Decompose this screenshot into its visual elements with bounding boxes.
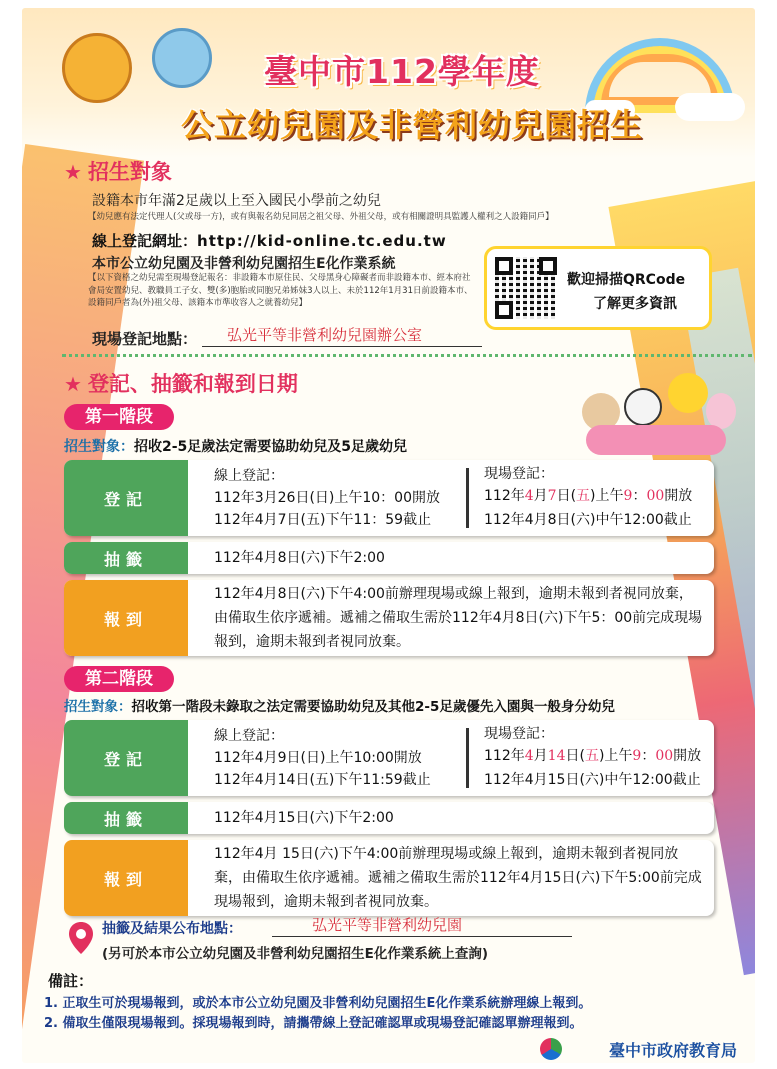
- date-text: ：: [641, 748, 656, 764]
- date-text: 月: [533, 748, 548, 764]
- divider: [466, 468, 469, 528]
- onsite-register-end: 112年4月8日(六)中午12:00截止: [484, 512, 692, 528]
- results-note: (另可於本市公立幼兒園及非營利幼兒園招生E化作業系統上查詢): [102, 946, 489, 962]
- note-item: 2. 備取生僅限現場報到。採現場報到時，請攜帶線上登記確認單或現場登記確認單辦理報到。: [44, 1016, 583, 1031]
- report-text: 112年4月 15日(六)下午4:00前辦理現場或線上報到，逾期未報到者視同放棄，由備取生依序遞補。遞補之備取生需於112年4月15日(六)下午5:00前完成現場報到，逾期未報到者視同放棄。: [214, 846, 702, 910]
- organization-name: 臺中市政府教育局: [608, 1041, 737, 1060]
- schedule-heading-text: 登記、抽籤和報到日期: [87, 372, 298, 396]
- qr-panel[interactable]: [484, 246, 712, 330]
- stage2-badge: 第二階段: [64, 666, 174, 692]
- results-location-label: 抽籤及結果公布地點：: [102, 921, 242, 937]
- online-register-start: 112年4月9日(日)上午10:00開放: [214, 750, 422, 766]
- cart-icon: [586, 425, 726, 455]
- stage2-register-row: [64, 720, 714, 796]
- stage1-badge: 第一階段: [64, 404, 174, 430]
- date-text: 日(: [565, 748, 585, 764]
- onsite-register-start: [484, 744, 701, 768]
- underline: [272, 936, 572, 937]
- handwritten-value: 五: [576, 488, 591, 504]
- stage2-target: [64, 695, 615, 715]
- divider: [62, 354, 752, 362]
- system-name: 本市公立幼兒園及非營利幼兒園招生E化作業系統: [92, 256, 396, 272]
- enrollment-heading-text: 招生對象: [87, 160, 172, 184]
- stage2-draw-row: [64, 802, 714, 834]
- online-register-title: 線上登記：: [214, 728, 284, 744]
- onsite-register-title: 現場登記：: [484, 726, 554, 742]
- date-text: )上午: [598, 748, 633, 764]
- stage2-target-text: 招收第一階段未錄取之法定需要協助幼兒及其他2-5足歲優先入園與一般身分幼兒: [131, 699, 615, 715]
- divider: [466, 728, 469, 788]
- handwritten-value: 14: [547, 748, 566, 764]
- qr-caption-2: 了解更多資訊: [593, 296, 677, 312]
- lion-mascot-icon: [62, 33, 132, 103]
- handwritten-value: 9: [623, 488, 633, 504]
- online-url-link[interactable]: http://kid-online.tc.edu.tw: [197, 232, 447, 250]
- results-location-value: 弘光平等非營利幼兒園: [312, 916, 463, 934]
- report-text: 112年4月8日(六)下午4:00前辦理現場或線上報到，逾期未報到者視同放棄，由備取生依序遞補。遞補之備取生需於112年4月8日(六)下午5：00前完成現場報到，逾期未報到者視同放棄。: [214, 586, 703, 650]
- onsite-register-title: 現場登記：: [484, 466, 554, 482]
- handwritten-value: 4: [524, 748, 534, 764]
- star-icon: ★: [64, 372, 82, 396]
- date-text: 112年: [484, 748, 525, 764]
- handwritten-value: 7: [547, 488, 557, 504]
- rabbit-icon: [706, 393, 736, 429]
- poster-title-line1: 臺中市112學年度: [264, 52, 540, 91]
- register-tag: 登記: [64, 460, 188, 536]
- stage1-target: [64, 436, 407, 456]
- qr-finder: [539, 257, 557, 275]
- onsite-eligibility-note: 【以下資格之幼兒需至現場登記報名：非設籍本市原住民、父母黑身心障礙者而非設籍本市、經本府社會局安置幼兒、教職員工子女、雙(多)胞胎或同胞兄弟姊妹3人以上、未於112年1月31日前設籍本市、設籍同戶者為(外)祖父母、該籍本市準收容人之就養幼兒】: [88, 273, 473, 308]
- handwritten-value: 9: [632, 748, 642, 764]
- draw-tag: 抽籤: [64, 802, 188, 834]
- schedule-heading: [64, 368, 298, 398]
- poster-title-line2: 公立幼兒園及非營利幼兒園招生: [180, 106, 643, 144]
- child-icon: [668, 373, 708, 413]
- online-url-label: 線上登記網址：: [92, 232, 198, 250]
- online-register-end: 112年4月14日(五)下午11:59截止: [214, 772, 431, 788]
- notes-title: 備註：: [48, 972, 94, 990]
- draw-time: 112年4月15日(六)下午2:00: [214, 810, 394, 826]
- handwritten-value: 00: [655, 748, 674, 764]
- onsite-register-end: 112年4月15日(六)中午12:00截止: [484, 772, 701, 788]
- panda-icon: [624, 388, 662, 426]
- handwritten-value: 五: [584, 748, 599, 764]
- stage2-report-row: [64, 840, 714, 916]
- guardian-note: 【幼兒應有法定代理人(父或母一方)，或有與報名幼兒同居之祖父母、外祖父母，或有相關證明具監護人權利之人設籍同戶】: [88, 212, 554, 222]
- stage1-report-row: [64, 580, 714, 656]
- draw-time: 112年4月8日(六)下午2:00: [214, 550, 385, 566]
- note-item: 1. 正取生可於現場報到，或於本市公立幼兒園及非營利幼兒園招生E化作業系統辦理線上報到。: [44, 996, 592, 1011]
- stage1-register-row: [64, 460, 714, 536]
- qr-finder: [495, 301, 513, 319]
- online-url[interactable]: [92, 230, 447, 251]
- stage1-draw-row: [64, 542, 714, 574]
- report-tag: 報到: [64, 580, 188, 656]
- register-tag: 登記: [64, 720, 188, 796]
- enrollment-heading: [64, 156, 172, 186]
- children-illustration: [582, 363, 742, 458]
- draw-tag: 抽籤: [64, 542, 188, 574]
- poster-sheet: [22, 8, 755, 1063]
- online-register-start: 112年3月26日(日)上午10：00開放: [214, 490, 440, 506]
- stage1-target-text: 招收2-5足歲法定需要協助幼兒及5足歲幼兒: [134, 439, 408, 455]
- underline: [202, 346, 482, 347]
- onsite-location-label: 現場登記地點：: [92, 330, 198, 348]
- qr-finder: [495, 257, 513, 275]
- date-text: )上午: [590, 488, 624, 504]
- date-text: 開放: [673, 748, 702, 764]
- onsite-register-start: [484, 484, 692, 508]
- star-icon: ★: [64, 160, 82, 184]
- date-text: 月: [533, 488, 548, 504]
- date-text: 112年: [484, 488, 525, 504]
- handwritten-value: 00: [646, 488, 665, 504]
- date-text: ：: [632, 488, 647, 504]
- date-text: 日(: [556, 488, 577, 504]
- online-register-title: 線上登記：: [214, 468, 284, 484]
- date-text: 開放: [664, 488, 693, 504]
- location-pin-icon: [68, 921, 94, 955]
- online-register-end: 112年4月7日(五)下午11：59截止: [214, 512, 432, 528]
- handwritten-value: 4: [524, 488, 534, 504]
- onsite-location-value: 弘光平等非營利幼兒園辦公室: [227, 326, 423, 344]
- report-tag: 報到: [64, 840, 188, 916]
- education-bureau-logo-icon: [540, 1038, 562, 1060]
- eligibility-text: 設籍本市年滿2足歲以上至入國民小學前之幼兒: [92, 193, 381, 209]
- qr-caption-1: 歡迎掃描QRCode: [567, 272, 686, 288]
- stage1-target-label: 招生對象：: [64, 439, 134, 455]
- elephant-mascot-icon: [152, 28, 212, 88]
- stage2-target-label: 招生對象：: [64, 699, 132, 715]
